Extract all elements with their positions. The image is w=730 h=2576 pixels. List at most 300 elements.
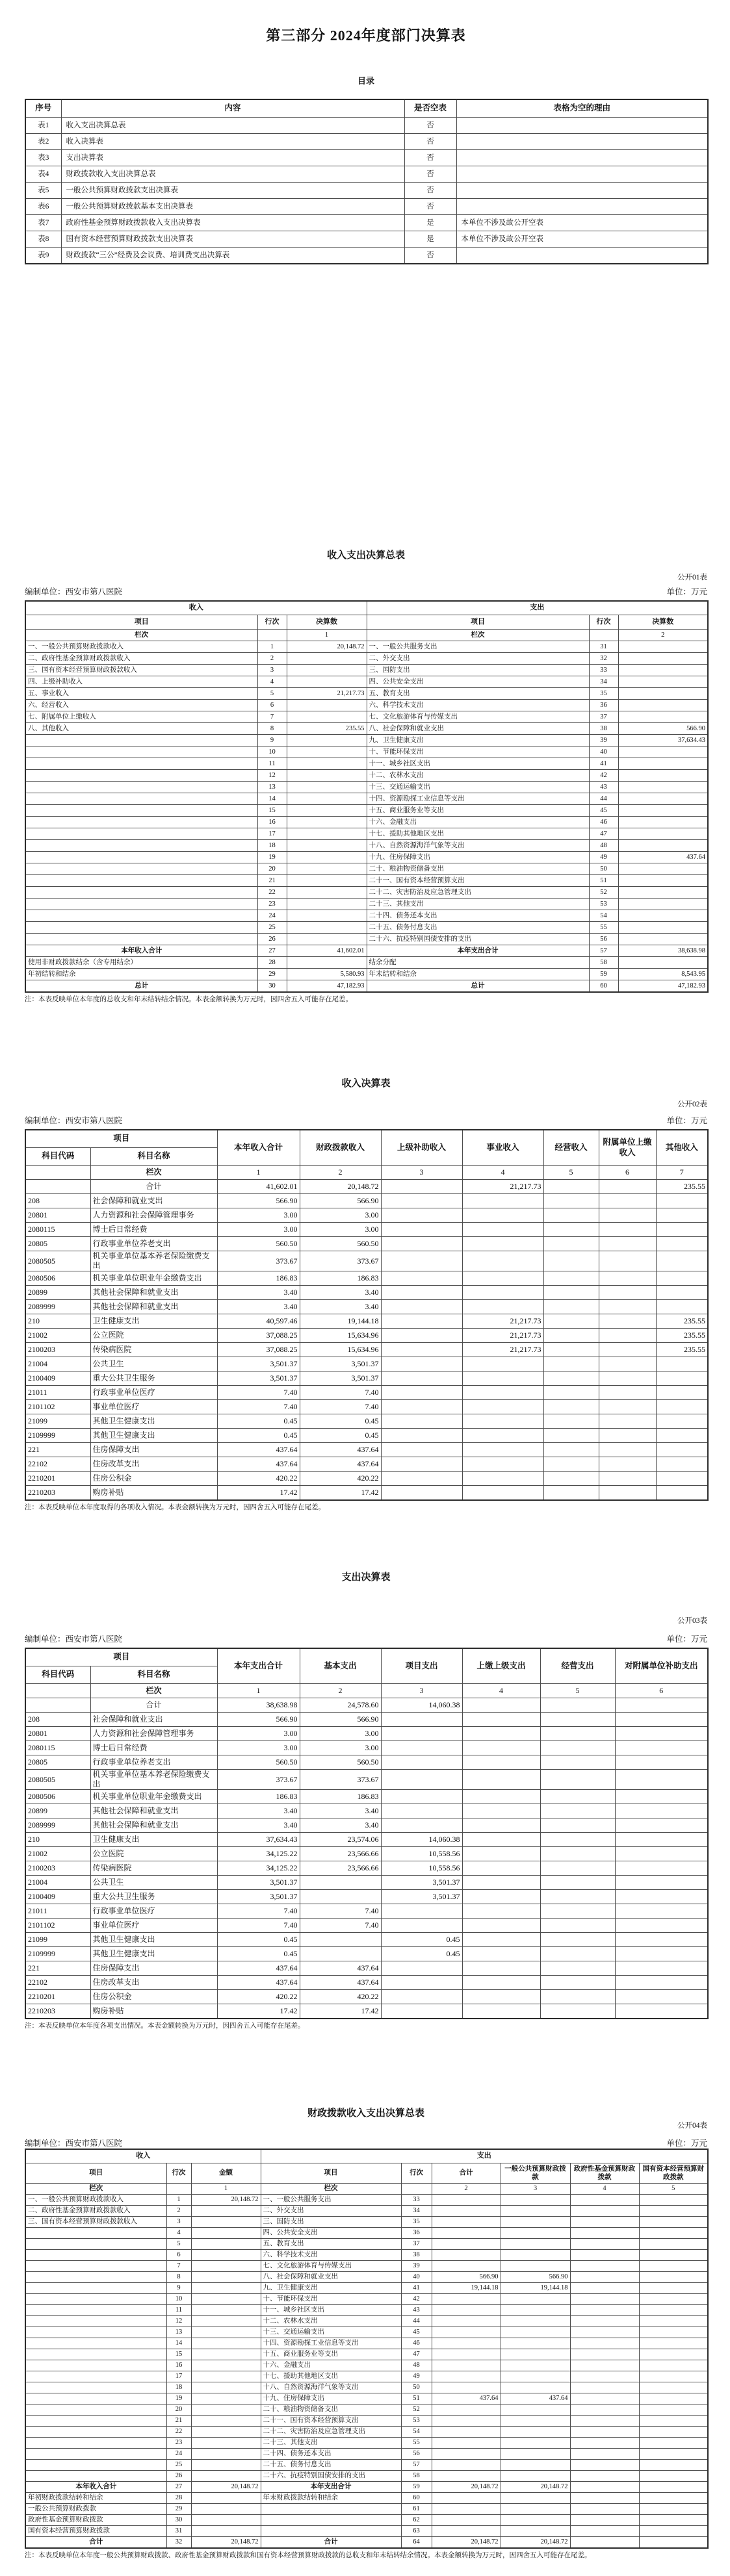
table-cell: 其他社会保障和就业支出 <box>90 1818 217 1833</box>
table-cell: 其他社会保障和就业支出 <box>90 1286 217 1300</box>
table-cell: 3 <box>381 1166 462 1180</box>
table-cell <box>462 1876 540 1890</box>
table-row <box>25 134 708 150</box>
table-cell <box>501 2371 570 2382</box>
table-cell <box>656 1386 708 1400</box>
table-row <box>25 2449 708 2460</box>
table-cell <box>615 1770 708 1790</box>
table-cell <box>401 2184 432 2195</box>
table-cell: 2 <box>432 2184 501 2195</box>
table-cell <box>501 2228 570 2239</box>
table-row <box>25 2316 708 2327</box>
table-row <box>25 665 708 676</box>
table-cell: 208 <box>25 1713 90 1727</box>
table-cell <box>381 1223 462 1237</box>
table-cell: 收入支出决算总表 <box>61 118 404 134</box>
table-cell <box>456 199 708 215</box>
table-cell: 11 <box>257 758 287 770</box>
table-row <box>25 215 708 231</box>
table-cell: 栏次 <box>90 1684 217 1698</box>
table-cell <box>570 2382 639 2393</box>
table-cell: 2100203 <box>25 1343 90 1357</box>
table-cell: 博士后日常经费 <box>90 1223 217 1237</box>
table-cell: 47 <box>401 2349 432 2360</box>
table-cell: 十三、交通运输支出 <box>261 2327 401 2338</box>
table-cell: 560.50 <box>300 1755 381 1770</box>
table-cell <box>287 863 367 875</box>
table-cell <box>540 1961 615 1976</box>
table-cell: 25 <box>257 922 287 934</box>
table-cell <box>462 1400 543 1414</box>
table-cell <box>25 910 257 922</box>
table-cell: 2 <box>300 1166 381 1180</box>
table-cell: 15,634.96 <box>300 1343 381 1357</box>
table-cell: 3.40 <box>300 1286 381 1300</box>
table-cell <box>618 782 708 793</box>
table-cell: 十五、商业服务业等支出 <box>261 2349 401 2360</box>
table-cell: 21011 <box>25 1386 90 1400</box>
table-cell: 机关事业单位基本养老保险缴费支出 <box>90 1251 217 1271</box>
table-cell <box>656 1371 708 1386</box>
table-cell <box>618 934 708 945</box>
table-cell <box>191 2404 261 2416</box>
table-cell <box>432 2382 501 2393</box>
table-cell: 566.90 <box>501 2272 570 2283</box>
table-cell: 4 <box>257 676 287 688</box>
table-cell <box>599 1271 656 1286</box>
table-cell <box>456 248 708 264</box>
table-cell <box>540 1947 615 1961</box>
table-row <box>25 1180 708 1194</box>
table-cell <box>570 2294 639 2305</box>
table-cell: 21004 <box>25 1876 90 1890</box>
table-cell: 机关事业单位职业年金缴费支出 <box>90 1271 217 1286</box>
table-row <box>25 2283 708 2294</box>
table-cell: 21099 <box>25 1414 90 1429</box>
table-cell: 3.00 <box>217 1727 300 1741</box>
table-cell <box>462 1919 540 1933</box>
table-cell <box>381 1357 462 1371</box>
table-cell <box>432 2206 501 2217</box>
table-row <box>25 1343 708 1357</box>
table-cell: 事业单位医疗 <box>90 1919 217 1933</box>
table-cell <box>599 1457 656 1472</box>
table-cell <box>599 1443 656 1457</box>
table-row <box>25 1684 708 1698</box>
table-cell <box>540 1698 615 1713</box>
table-row <box>25 2261 708 2272</box>
table-cell <box>543 1357 599 1371</box>
table-cell: 58 <box>401 2471 432 2482</box>
currency-unit-label: 单位：万元 <box>666 1635 707 1644</box>
table-cell <box>570 2404 639 2416</box>
table-row <box>25 1286 708 1300</box>
sheet-number-label: 公开04表 <box>677 2122 707 2130</box>
table-cell: 七、附属单位上缴收入 <box>25 711 257 723</box>
table-cell <box>540 2004 615 2019</box>
table-row <box>25 231 708 248</box>
table-cell: 一、一般公共服务支出 <box>367 641 589 653</box>
table-cell: 64 <box>401 2537 432 2549</box>
table-cell <box>543 1329 599 1343</box>
table-cell: 34,125.22 <box>217 1847 300 1861</box>
table-cell <box>462 1357 543 1371</box>
table-cell <box>456 118 708 134</box>
table-row <box>25 770 708 782</box>
table-row <box>25 676 708 688</box>
table-cell <box>25 805 257 817</box>
table-cell: 20,148.72 <box>191 2482 261 2493</box>
table-cell <box>501 2250 570 2261</box>
table-cell: 12 <box>166 2316 191 2327</box>
table-cell <box>501 2217 570 2228</box>
table-cell <box>639 2228 708 2239</box>
table-cell: 41 <box>401 2283 432 2294</box>
table-cell <box>540 1990 615 2004</box>
currency-unit-label: 单位：万元 <box>666 587 707 596</box>
table-cell <box>570 2526 639 2537</box>
table-cell <box>462 1961 540 1976</box>
table-row <box>25 2427 708 2438</box>
table-cell: 总计 <box>25 980 257 993</box>
header-cell: 决算数 <box>287 615 367 630</box>
toc-table <box>25 99 709 264</box>
table-cell <box>639 2272 708 2283</box>
table-cell <box>25 1698 90 1713</box>
table-cell <box>543 1486 599 1501</box>
table-cell <box>381 1180 462 1194</box>
table-cell: 21,217.73 <box>462 1314 543 1329</box>
table-cell <box>615 2004 708 2019</box>
table-cell: 3,501.37 <box>217 1357 300 1371</box>
table-row <box>25 1770 708 1790</box>
table-cell: 3.00 <box>217 1208 300 1223</box>
table-cell: 17 <box>166 2371 191 2382</box>
table-cell <box>543 1400 599 1414</box>
table-row <box>25 1713 708 1727</box>
table-row <box>25 746 708 758</box>
table-cell <box>25 793 257 805</box>
table-cell: 19 <box>257 852 287 863</box>
header-cell: 政府性基金预算财政拨款 <box>570 2163 639 2184</box>
table-cell: 结余分配 <box>367 957 589 969</box>
table-cell <box>462 1237 543 1251</box>
table-row <box>25 1194 708 1208</box>
table-cell: 5 <box>257 688 287 700</box>
table-cell: 3,501.37 <box>300 1357 381 1371</box>
table-cell <box>543 1251 599 1271</box>
table-cell: 3,501.37 <box>217 1876 300 1890</box>
table-cell <box>618 676 708 688</box>
table-cell: 235.55 <box>656 1343 708 1357</box>
table-cell: 46 <box>589 817 618 828</box>
table-cell: 23,574.06 <box>300 1833 381 1847</box>
table-cell <box>25 852 257 863</box>
table-cell <box>261 2526 401 2537</box>
table-cell: 二、政府性基金预算财政拨款收入 <box>25 2206 166 2217</box>
table-cell <box>462 1861 540 1876</box>
table-cell <box>25 2349 166 2360</box>
table-cell: 20 <box>166 2404 191 2416</box>
table-cell: 41 <box>589 758 618 770</box>
table-cell <box>570 2371 639 2382</box>
table-cell: 人力资源和社会保障管理事务 <box>90 1727 217 1741</box>
table-cell <box>599 1194 656 1208</box>
table-cell: 社会保障和就业支出 <box>90 1713 217 1727</box>
table-cell <box>501 2416 570 2427</box>
header-cell: 国有资本经营预算财政拨款 <box>639 2163 708 2184</box>
table-cell <box>599 1180 656 1194</box>
table-cell: 17.42 <box>300 2004 381 2019</box>
fiscal-appropriation-summary-table <box>25 2149 709 2549</box>
table-cell <box>540 1833 615 1847</box>
header-cell: 事业收入 <box>462 1130 543 1166</box>
table-row <box>25 723 708 735</box>
table-cell: 26 <box>257 934 287 945</box>
table-cell <box>543 1300 599 1314</box>
table-cell <box>570 2438 639 2449</box>
table-cell <box>456 134 708 150</box>
table-cell: 21,217.73 <box>462 1343 543 1357</box>
table-cell: 186.83 <box>217 1790 300 1804</box>
table-cell <box>25 2305 166 2316</box>
table-cell: 二十六、抗疫特别国债安排的支出 <box>261 2471 401 2482</box>
table-cell: 1 <box>217 1166 300 1180</box>
table-cell: 1 <box>257 641 287 653</box>
table-cell <box>618 700 708 711</box>
table-row <box>25 2195 708 2206</box>
table-cell <box>639 2360 708 2371</box>
header-cell: 本年支出合计 <box>217 1648 300 1684</box>
table-cell: 12 <box>257 770 287 782</box>
table-cell <box>543 1343 599 1357</box>
table-row <box>25 1357 708 1371</box>
table-cell: 2080115 <box>25 1741 90 1755</box>
table-cell: 年初结转和结余 <box>25 969 257 980</box>
table-cell: 31 <box>589 641 618 653</box>
table-cell: 57 <box>589 945 618 957</box>
table-cell <box>432 2471 501 2482</box>
table-cell <box>287 653 367 665</box>
table-cell <box>25 887 257 899</box>
toc-section <box>25 99 707 264</box>
header-row <box>25 2149 708 2163</box>
table-cell <box>381 1300 462 1314</box>
table-cell <box>543 1286 599 1300</box>
table-cell <box>615 1961 708 1976</box>
table-cell: 八、社会保障和就业支出 <box>367 723 589 735</box>
table-row <box>25 150 708 166</box>
table-cell <box>287 957 367 969</box>
table-cell <box>543 1457 599 1472</box>
table-cell <box>599 1286 656 1300</box>
table-cell: 二十三、其他支出 <box>261 2438 401 2449</box>
table-cell <box>599 1237 656 1251</box>
table-row <box>25 1727 708 1741</box>
table-cell: 否 <box>404 199 456 215</box>
table-cell <box>191 2228 261 2239</box>
table-cell: 50 <box>401 2382 432 2393</box>
table-row <box>25 711 708 723</box>
table-cell <box>543 1314 599 1329</box>
table-cell: 总计 <box>367 980 589 993</box>
table-cell <box>191 2360 261 2371</box>
header-row <box>25 99 708 118</box>
table-cell <box>618 957 708 969</box>
header-cell: 行次 <box>401 2163 432 2184</box>
table-cell <box>432 2460 501 2471</box>
table-row <box>25 793 708 805</box>
table-row <box>25 899 708 910</box>
table-row <box>25 2393 708 2404</box>
table-cell: 38,638.98 <box>618 945 708 957</box>
table-cell <box>639 2195 708 2206</box>
table-cell <box>462 1457 543 1472</box>
table-cell <box>639 2206 708 2217</box>
table-cell <box>618 817 708 828</box>
table-note: 注：本表反映单位本年度取得的各项收入情况。本表金额转换为万元时，因四舍五入可能存在尾差。 <box>25 1504 325 1511</box>
table-row <box>25 828 708 840</box>
table-row <box>25 248 708 264</box>
table-cell: 186.83 <box>300 1790 381 1804</box>
table-cell: 16 <box>166 2360 191 2371</box>
table-cell <box>25 2316 166 2327</box>
table-cell <box>599 1300 656 1314</box>
table-cell <box>615 1933 708 1947</box>
table-cell: 财政拨款“三公”经费及会议费、培训费支出决算表 <box>61 248 404 264</box>
table-cell: 二、政府性基金预算财政拨款收入 <box>25 653 257 665</box>
table-cell <box>639 2382 708 2393</box>
table-cell: 9 <box>257 735 287 746</box>
table-cell <box>25 2471 166 2482</box>
table-cell: 21011 <box>25 1904 90 1919</box>
table-cell <box>615 1990 708 2004</box>
table-cell <box>462 1472 543 1486</box>
table-cell: 收入决算表 <box>61 134 404 150</box>
table-cell: 3.00 <box>300 1727 381 1741</box>
table-row <box>25 1741 708 1755</box>
table-cell: 人力资源和社会保障管理事务 <box>90 1208 217 1223</box>
table-cell: 3.40 <box>217 1300 300 1314</box>
table-cell: 20,148.72 <box>287 641 367 653</box>
table-cell: 48 <box>589 840 618 852</box>
table-cell: 47,182.93 <box>287 980 367 993</box>
table-cell <box>25 2250 166 2261</box>
currency-unit-label: 单位：万元 <box>666 2139 707 2148</box>
table-row <box>25 2482 708 2493</box>
table-cell: 3.00 <box>300 1741 381 1755</box>
table-cell: 37,634.43 <box>217 1833 300 1847</box>
table-cell <box>615 1741 708 1755</box>
table-cell: 一般公共预算财政拨款基本支出决算表 <box>61 199 404 215</box>
table-cell <box>639 2493 708 2504</box>
header-cell: 对附属单位补助支出 <box>615 1648 708 1684</box>
table-cell: 住房保障支出 <box>90 1443 217 1457</box>
table-cell: 栏次 <box>261 2184 401 2195</box>
table-cell: 6 <box>599 1166 656 1180</box>
table-cell: 栏次 <box>367 630 589 641</box>
table-cell <box>25 2460 166 2471</box>
table-cell: 传染病医院 <box>90 1861 217 1876</box>
table-cell: 5,580.93 <box>287 969 367 980</box>
table-cell: 本年收入合计 <box>25 945 257 957</box>
table-cell: 二十四、债务还本支出 <box>367 910 589 922</box>
table-cell <box>501 2239 570 2250</box>
header-cell: 上缴上级支出 <box>462 1648 540 1684</box>
table-cell <box>257 630 287 641</box>
table-row <box>25 2184 708 2195</box>
table-cell: 2210203 <box>25 1486 90 1501</box>
table-cell <box>381 1343 462 1357</box>
table-cell: 7.40 <box>217 1400 300 1414</box>
table-cell <box>287 922 367 934</box>
table-cell: 支出决算表 <box>61 150 404 166</box>
table-cell <box>381 1237 462 1251</box>
header-cell: 行次 <box>257 615 287 630</box>
table-cell: 住房保障支出 <box>90 1961 217 1976</box>
table-cell <box>287 805 367 817</box>
table-cell <box>501 2294 570 2305</box>
table-cell <box>381 1976 462 1990</box>
table-cell: 15,634.96 <box>300 1329 381 1343</box>
table-row <box>25 1933 708 1947</box>
table-cell <box>191 2493 261 2504</box>
table-cell <box>287 910 367 922</box>
table-cell: 19,144.18 <box>300 1314 381 1329</box>
table-cell: 财政拨款收入支出决算总表 <box>61 166 404 183</box>
table-cell <box>456 166 708 183</box>
table-cell: 表4 <box>25 166 61 183</box>
table-cell: 十、节能环保支出 <box>261 2294 401 2305</box>
table-cell <box>25 899 257 910</box>
table-cell: 21002 <box>25 1329 90 1343</box>
table-cell: 40 <box>401 2272 432 2283</box>
table-cell: 十七、援助其他地区支出 <box>367 828 589 840</box>
table-cell: 21,217.73 <box>462 1180 543 1194</box>
table-cell: 45 <box>589 805 618 817</box>
table-cell <box>287 875 367 887</box>
table-cell: 七、文化旅游体育与传媒支出 <box>261 2261 401 2272</box>
table-cell <box>589 630 618 641</box>
table-cell <box>381 1818 462 1833</box>
table-cell <box>287 746 367 758</box>
header-cell: 决算数 <box>618 615 708 630</box>
table-cell <box>543 1371 599 1386</box>
table-cell: 20801 <box>25 1727 90 1741</box>
table-cell <box>462 1933 540 1947</box>
table-row <box>25 1790 708 1804</box>
table-cell <box>656 1194 708 1208</box>
table-row <box>25 1861 708 1876</box>
table-cell: 437.64 <box>217 1976 300 1990</box>
table-cell: 566.90 <box>300 1194 381 1208</box>
table-cell <box>639 2427 708 2438</box>
table-cell: 7 <box>166 2261 191 2272</box>
table-cell <box>540 1741 615 1755</box>
table-cell: 21099 <box>25 1933 90 1947</box>
table-row <box>25 1223 708 1237</box>
table-cell: 四、上级补助收入 <box>25 676 257 688</box>
table-cell: 59 <box>401 2482 432 2493</box>
table-row <box>25 1208 708 1223</box>
table-cell: 62 <box>401 2515 432 2526</box>
table-cell <box>462 1818 540 1833</box>
table-cell: 购房补贴 <box>90 1486 217 1501</box>
table-cell <box>599 1486 656 1501</box>
table-cell <box>25 735 257 746</box>
table-row <box>25 1990 708 2004</box>
table-cell <box>25 2283 166 2294</box>
